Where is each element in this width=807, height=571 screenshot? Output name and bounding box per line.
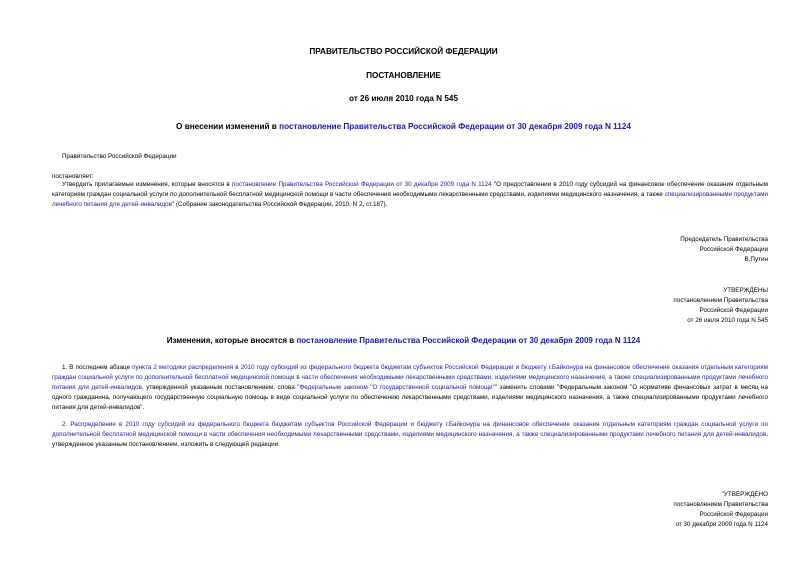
approved2-line3: Российской Федерации <box>699 511 768 518</box>
item2-link[interactable]: 2. Распределение в 2010 году субсидий из федерального бюджета бюджетам субъектов Российской Федерации и бюджету г.Байконура на финансовое обеспечение оказания отдельным категориям граждан социальной услуги по дополнительной бесплатной медицинской помощи в части обеспечения необходимыми лекарственными средствами, изделиями медицинского назначения, а также специализированными продуктами лечебного питания для детей-инвалидов <box>52 421 768 438</box>
approved2-line1: "УТВЕРЖДЕНО <box>721 491 768 498</box>
changes-title-link[interactable]: постановление Правительства Российской Федерации от 30 декабря 2009 года N 1124 <box>296 336 641 345</box>
document-title <box>0 122 807 131</box>
item1-mid: , утвержденной указанным постановлением, слова " <box>141 384 300 391</box>
item1-link1[interactable]: пункта 2 методики распределения в 2010 году субсидий из федерального бюджета бюджетам субъектов Российской Федерации и бюджету г.Байконура на финансовое обеспечение оказания отдельным категориям граждан социальной услуги по дополнительной бесплатной медицинской помощи в части обеспечения необходимыми лекарственными средствами, изделиями медицинского назначения, а также специализированными продуктами лечебного питания для детей-инвалидов <box>52 364 768 391</box>
item1-start: 1. В последнем абзаце <box>62 364 133 371</box>
paragraph-approve <box>52 180 768 210</box>
item2-end: , утвержденное указанным постановлением, изложить в следующей редакции: <box>52 431 768 448</box>
p1-link[interactable]: постановление Правительства Российской Федерации от 30 декабря 2009 года N 1124 <box>231 181 492 188</box>
approved-line1: УТВЕРЖДЕНЫ <box>723 287 768 294</box>
item-2 <box>52 420 768 450</box>
issuer-text: Правительство Российской Федерации <box>62 153 177 160</box>
signature-line1: Председатель Правительства <box>680 236 768 243</box>
government-heading: ПРАВИТЕЛЬСТВО РОССИЙСКОЙ ФЕДЕРАЦИИ <box>309 47 498 56</box>
p1-link2[interactable]: специализированными продуктами лечебного питания для детей-инвалидов <box>52 191 768 208</box>
p1-start: Утвердить прилагаемые изменения, которые вносятся в <box>62 181 232 188</box>
approved-line4: от 26 июля 2010 года N 545 <box>687 317 768 324</box>
title-link[interactable]: постановление Правительства Российской Федерации от 30 декабря 2009 года N 1124 <box>279 122 631 131</box>
changes-title <box>0 336 807 345</box>
signature-block <box>680 235 768 265</box>
title-prefix: О внесении изменений в <box>176 122 280 131</box>
doc-date-number: от 26 июля 2010 года N 545 <box>348 94 459 103</box>
item1-link2[interactable]: Федеральным законом "О государственной социальной помощи" <box>299 384 495 391</box>
decrees-text: постановляет: <box>52 173 94 180</box>
approved-line2: постановлением Правительства <box>673 297 768 304</box>
p1-end: " (Собрание законодательства Российской Федерации, 2010, N 2, ст.187). <box>171 201 388 208</box>
p1-quote: "О предоставлении в 2010 году субсидий на финансовое обеспечение оказания отдельным категориям граждан социальной услуги по дополнительной бесплатной медицинской помощи в части обеспечения необходимыми лекарственными средствами, изделиями медицинского назначения, а также <box>52 181 768 198</box>
approved2-line2: постановлением Правительства <box>673 501 768 508</box>
approved2-block <box>673 490 768 530</box>
changes-title-prefix: Изменения, которые вносятся в <box>166 336 297 345</box>
item1-mid2: " заменить словами "Федеральным законом "О нормативе финансовых затрат в месяц на одного гражданина, получающего государственную социальную помощь в виде социальной услуги по обеспечению лекарственными средствами, изделиями медицинского назначения, а также специализированными продуктами лечебного питания для детей-инвалидов". <box>52 384 768 411</box>
signature-line2: Российской Федерации <box>699 246 768 253</box>
item-1 <box>52 363 768 413</box>
signature-line3: В.Путин <box>744 256 768 263</box>
approved2-line4: от 30 декабря 2009 года N 1124 <box>675 521 768 528</box>
doc-type-heading: ПОСТАНОВЛЕНИЕ <box>366 71 441 80</box>
approved-block <box>673 286 768 326</box>
approved-line3: Российской Федерации <box>699 307 768 314</box>
